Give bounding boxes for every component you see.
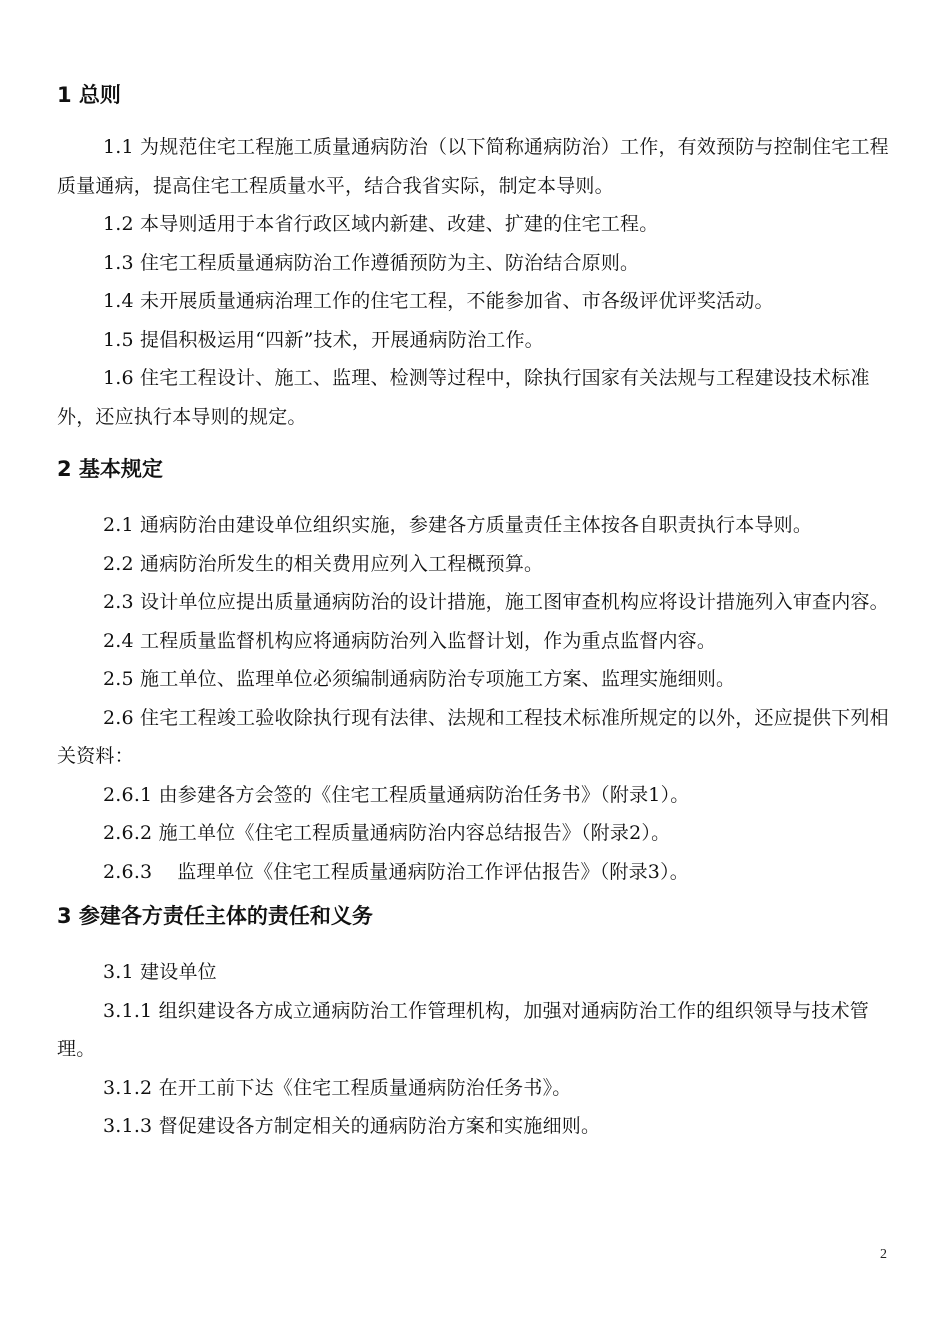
paragraph-1-5: 1.5 提倡积极运用“四新”技术，开展通病防治工作。 xyxy=(103,328,544,351)
paragraph-2-5: 2.5 施工单位、监理单位必须编制通病防治专项施工方案、监理实施细则。 xyxy=(103,668,736,690)
paragraph-2-3: 2.3 设计单位应提出质量通病防治的设计措施，施工图审查机构应将设计措施列入审查内容。 xyxy=(103,591,889,613)
paragraph-2-2: 2.2 通病防治所发生的相关费用应列入工程概预算。 xyxy=(103,552,544,575)
paragraph-2-6: 2.6 住宅工程竣工验收除执行现有法律、法规和工程技术标准所规定的以外，还应提供下列相关资料： xyxy=(57,706,889,767)
paragraph-2-4: 2.4 工程质量监督机构应将通病防治列入监督计划，作为重点监督内容。 xyxy=(103,629,717,652)
section-heading-2: 2 基本规定 xyxy=(57,457,163,481)
paragraph-2-6-3: 2.6.3 监理单位《住宅工程质量通病防治工作评估报告》（附录3）。 xyxy=(103,860,689,883)
paragraph-1-3: 1.3 住宅工程质量通病防治工作遵循预防为主、防治结合原则。 xyxy=(103,251,640,274)
paragraph-3-1-2: 3.1.2 在开工前下达《住宅工程质量通病防治任务书》。 xyxy=(103,1076,572,1099)
paragraph-1-2: 1.2 本导则适用于本省行政区域内新建、改建、扩建的住宅工程。 xyxy=(103,213,659,235)
paragraph-1-4: 1.4 未开展质量通病治理工作的住宅工程，不能参加省、市各级评优评奖活动。 xyxy=(103,290,774,312)
paragraph-1-6: 1.6 住宅工程设计、施工、监理、检测等过程中，除执行国家有关法规与工程建设技术标准外，还应执行本导则的规定。 xyxy=(57,367,870,428)
section-heading-3: 3 参建各方责任主体的责任和义务 xyxy=(57,904,373,928)
page-number: 2 xyxy=(880,1247,887,1262)
paragraph-3-1-1: 3.1.1 组织建设各方成立通病防治工作管理机构，加强对通病防治工作的组织领导与技术管理。 xyxy=(57,999,869,1060)
paragraph-3-1-3: 3.1.3 督促建设各方制定相关的通病防治方案和实施细则。 xyxy=(103,1115,601,1137)
paragraph-2-1: 2.1 通病防治由建设单位组织实施，参建各方质量责任主体按各自职责执行本导则。 xyxy=(103,514,813,536)
paragraph-1-1: 1.1 为规范住宅工程施工质量通病防治（以下简称通病防治）工作，有效预防与控制住宅工程质量通病，提高住宅工程质量水平，结合我省实际，制定本导则。 xyxy=(57,136,889,197)
section-heading-1: 1 总则 xyxy=(57,83,121,107)
paragraph-2-6-2: 2.6.2 施工单位《住宅工程质量通病防治内容总结报告》（附录2）。 xyxy=(103,822,671,844)
paragraph-2-6-1: 2.6.1 由参建各方会签的《住宅工程质量通病防治任务书》（附录1）。 xyxy=(103,783,690,806)
paragraph-3-1: 3.1 建设单位 xyxy=(103,961,217,983)
document-page xyxy=(57,70,897,1146)
